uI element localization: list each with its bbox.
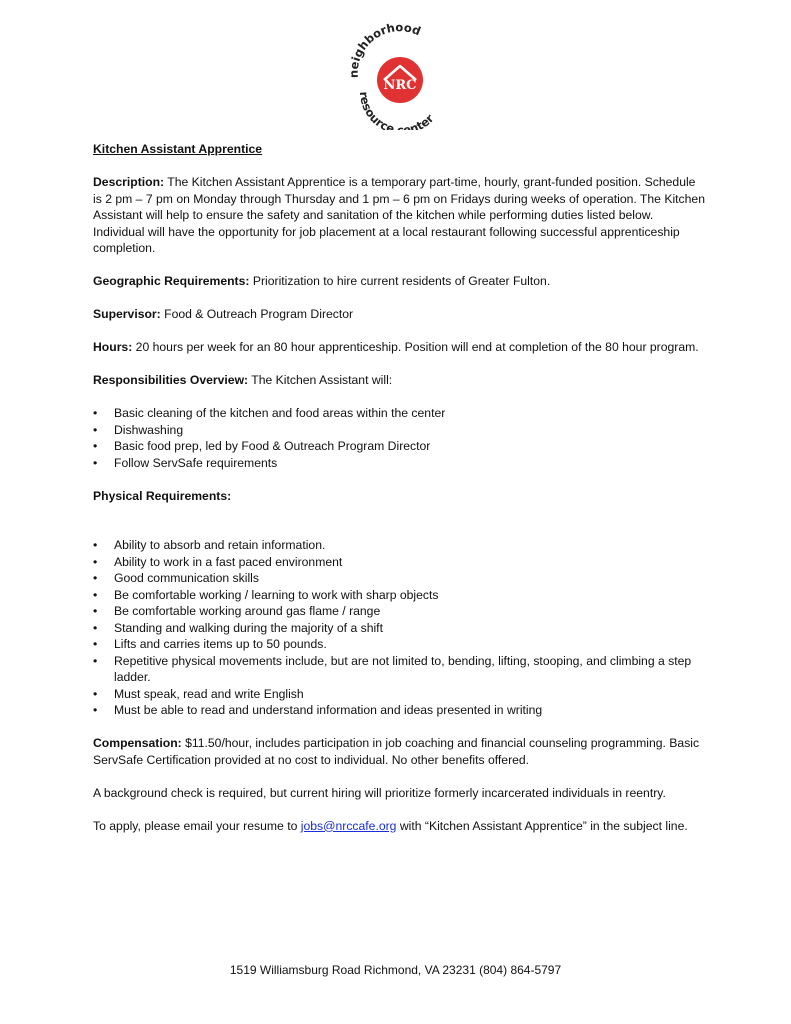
list-item-text: Must be able to read and understand information and ideas presented in writing bbox=[114, 703, 543, 717]
nrc-logo-graphic bbox=[340, 20, 460, 130]
geographic-text: Prioritization to hire current residents of Greater Fulton. bbox=[249, 274, 551, 288]
list-item-text: Dishwashing bbox=[114, 422, 184, 437]
geographic-section bbox=[93, 273, 705, 290]
list-item-text: Basic cleaning of the kitchen and food areas within the center bbox=[114, 406, 446, 420]
hours-text: 20 hours per week for an 80 hour apprenticeship. Position will end at completion of the 80 hour program. bbox=[132, 340, 699, 354]
list-item bbox=[93, 702, 705, 719]
list-item bbox=[93, 587, 705, 604]
email-link[interactable]: jobs@nrccafe.org bbox=[300, 818, 397, 833]
list-item bbox=[93, 554, 705, 571]
bullet: • bbox=[93, 587, 98, 602]
supervisor-text: Food & Outreach Program Director bbox=[160, 307, 354, 321]
list-item-text: Be comfortable working / learning to work with sharp objects bbox=[114, 587, 439, 602]
list-item-text: Good communication skills bbox=[114, 571, 259, 585]
list-item-text: Ability to absorb and retain information. bbox=[114, 538, 326, 552]
compensation-text: $11.50/hour, includes participation in job coaching and financial counseling programming. Basic ServSafe Certification provided at no cost to individual. No other benefits offered. bbox=[93, 736, 700, 767]
hours-section bbox=[93, 339, 705, 356]
footer-address: 1519 Williamsburg Road Richmond, VA 23231 (804) 864-5797 bbox=[229, 963, 562, 977]
job-title: Kitchen Assistant Apprentice bbox=[93, 142, 263, 156]
compensation-label: Compensation: bbox=[93, 736, 182, 750]
compensation-section bbox=[93, 735, 705, 768]
bullet: • bbox=[93, 406, 98, 420]
bullet: • bbox=[93, 455, 98, 470]
list-item bbox=[93, 405, 705, 422]
bullet: • bbox=[93, 637, 98, 651]
description-text: The Kitchen Assistant Apprentice is a temporary part-time, hourly, grant-funded position. Schedule is 2 pm – 7 pm on Monday through Thursday and 1 pm – 6 pm on Fridays during weeks of operation. The Kitchen Assistant will help to ensure the safety and sanitation of the kitchen while performing duties listed below. Individual will have the opportunity for job placement at a local restaurant following successful apprenticeship completion. bbox=[93, 175, 705, 255]
geographic-label: Geographic Requirements: bbox=[93, 274, 250, 288]
logo-arc-bottom-text: resource center bbox=[356, 91, 437, 130]
bullet: • bbox=[93, 653, 98, 668]
background-check-text: A background check is required, but current hiring will prioritize formerly incarcerated individuals in reentry. bbox=[93, 785, 666, 800]
bullet: • bbox=[93, 604, 98, 618]
logo-arc-top-text: neighborhood bbox=[346, 20, 423, 79]
list-item bbox=[93, 570, 705, 587]
apply-text-before: To apply, please email your resume to bbox=[93, 818, 301, 833]
description-section bbox=[93, 174, 705, 257]
list-item bbox=[93, 438, 705, 455]
list-item bbox=[93, 537, 705, 554]
list-item bbox=[93, 455, 705, 472]
list-item bbox=[93, 422, 705, 439]
list-item bbox=[93, 653, 705, 686]
list-item bbox=[93, 620, 705, 637]
bullet: • bbox=[93, 439, 98, 453]
hours-label: Hours: bbox=[93, 340, 133, 354]
bullet: • bbox=[93, 703, 98, 717]
list-item-text: Basic food prep, led by Food & Outreach Program Director bbox=[114, 439, 431, 453]
bullet: • bbox=[93, 538, 98, 552]
physical-list bbox=[93, 537, 705, 719]
list-item-text: Standing and walking during the majority of a shift bbox=[114, 620, 383, 635]
apply-section bbox=[93, 818, 705, 835]
logo-initials: NRC bbox=[383, 78, 417, 93]
responsibilities-label: Responsibilities Overview: bbox=[93, 373, 249, 387]
physical-label: Physical Requirements: bbox=[93, 488, 232, 503]
list-item-text: Ability to work in a fast paced environment bbox=[114, 554, 343, 569]
list-item bbox=[93, 686, 705, 703]
list-item-text: Be comfortable working around gas flame / range bbox=[114, 604, 381, 618]
apply-text-after: with “Kitchen Assistant Apprentice” in the subject line. bbox=[396, 818, 688, 833]
list-item bbox=[93, 636, 705, 653]
bullet: • bbox=[93, 422, 98, 437]
responsibilities-text: The Kitchen Assistant will: bbox=[248, 373, 393, 387]
bullet: • bbox=[93, 571, 98, 585]
responsibilities-section bbox=[93, 372, 705, 389]
physical-section bbox=[93, 488, 705, 505]
job-posting bbox=[93, 141, 705, 834]
bullet: • bbox=[93, 554, 98, 569]
list-item-text: Lifts and carries items up to 50 pounds. bbox=[114, 637, 327, 651]
bullet: • bbox=[93, 620, 98, 635]
list-item bbox=[93, 603, 705, 620]
list-item-text: Must speak, read and write English bbox=[114, 686, 304, 701]
list-item-text: Follow ServSafe requirements bbox=[114, 455, 278, 470]
supervisor-label: Supervisor: bbox=[93, 307, 161, 321]
responsibilities-list bbox=[93, 405, 705, 471]
nrc-logo bbox=[340, 20, 460, 130]
bullet: • bbox=[93, 686, 98, 701]
description-label: Description: bbox=[93, 175, 165, 189]
list-item-text: Repetitive physical movements include, but are not limited to, bending, lifting, stooping, and climbing a step ladder. bbox=[114, 653, 692, 684]
supervisor-section bbox=[93, 306, 705, 323]
